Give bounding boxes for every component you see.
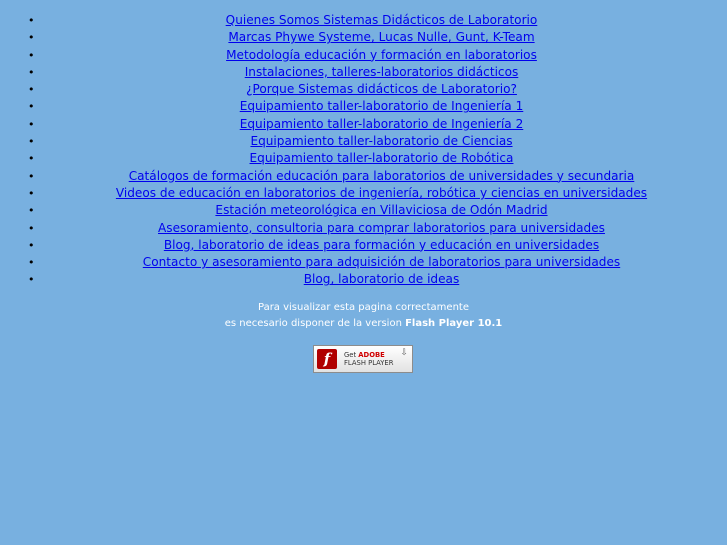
nav-link-estacion[interactable]: Estación meteorológica en Villaviciosa de Odón Madrid: [215, 203, 548, 218]
nav-item: [0, 12, 727, 29]
nav-item: [0, 47, 727, 64]
nav-link-marcas[interactable]: Marcas Phywe Systeme, Lucas Nulle, Gunt, K-Team: [228, 30, 535, 45]
nav-link-asesoramiento[interactable]: Asesoramiento, consultoria para comprar laboratorios para universidades: [158, 220, 605, 235]
nav-link-porque[interactable]: ¿Porque Sistemas didácticos de Laboratorio?: [246, 82, 517, 97]
nav-link-robotica[interactable]: Equipamiento taller-laboratorio de Robótica: [249, 151, 514, 166]
flash-notice-line2: [0, 316, 727, 332]
nav-item: [0, 150, 727, 167]
flash-badge-bottom-text: [344, 359, 393, 367]
nav-item: [0, 98, 727, 115]
bullet-icon: •: [28, 65, 35, 79]
bullet-icon: •: [28, 221, 35, 235]
nav-item: [0, 29, 727, 46]
flash-logo-icon: f: [317, 349, 337, 369]
nav-link-videos[interactable]: Videos de educación en laboratorios de ingeniería, robótica y ciencias en universidades: [115, 185, 648, 200]
nav-item: [0, 237, 727, 254]
nav-link-ingenieria-1[interactable]: Equipamiento taller-laboratorio de Ingeniería 1: [239, 99, 524, 114]
nav-item: [0, 254, 727, 271]
flash-notice: [0, 300, 727, 332]
nav-item: [0, 133, 727, 150]
nav-item: [0, 220, 727, 237]
flash-badge-adobe: ADOBE: [358, 351, 385, 359]
bullet-icon: •: [28, 204, 35, 218]
nav-link-blog[interactable]: Blog, laboratorio de ideas: [303, 272, 460, 287]
nav-item: [0, 185, 727, 202]
bullet-icon: •: [28, 238, 35, 252]
nav-item: [0, 202, 727, 219]
nav-link-ciencias[interactable]: Equipamiento taller-laboratorio de Ciencias: [250, 134, 513, 149]
bullet-icon: •: [28, 169, 35, 183]
nav-link-ingenieria-2[interactable]: Equipamiento taller-laboratorio de Ingeniería 2: [239, 116, 524, 131]
nav-link-quienes-somos[interactable]: Quienes Somos Sistemas Didácticos de Laboratorio: [225, 13, 538, 27]
nav-link-contacto[interactable]: Contacto y asesoramiento para adquisición de laboratorios para universidades: [142, 255, 621, 270]
nav-item: [0, 81, 727, 98]
bullet-icon: •: [28, 152, 35, 166]
nav-list: [0, 12, 727, 289]
flash-badge-product: FLASH: [344, 359, 366, 367]
bullet-icon: •: [28, 31, 35, 45]
flash-badge-player: PLAYER: [368, 359, 394, 367]
bullet-icon: •: [28, 135, 35, 149]
nav-item: [0, 64, 727, 81]
flash-badge-top-text: [344, 351, 385, 359]
get-flash-player-button[interactable]: [313, 345, 413, 373]
flash-badge-get: Get: [344, 351, 357, 359]
bullet-icon: •: [28, 100, 35, 114]
flash-notice-text: es necesario disponer de la version: [224, 318, 406, 329]
flash-notice-line1: Para visualizar esta pagina correctamente: [257, 302, 469, 313]
bullet-icon: •: [28, 117, 35, 131]
bullet-icon: •: [28, 186, 35, 200]
nav-item: [0, 116, 727, 133]
bullet-icon: •: [28, 48, 35, 62]
bullet-icon: •: [28, 273, 35, 287]
flash-version: Flash Player 10.1: [405, 318, 503, 329]
nav-link-blog-universidades[interactable]: Blog, laboratorio de ideas para formación y educación en universidades: [163, 237, 600, 252]
nav-link-metodologia[interactable]: Metodología educación y formación en laboratorios: [226, 47, 537, 62]
download-arrow-icon: ⇩: [400, 348, 408, 358]
bullet-icon: •: [28, 83, 35, 97]
nav-link-instalaciones[interactable]: Instalaciones, talleres-laboratorios didácticos: [244, 64, 519, 79]
bullet-icon: •: [28, 256, 35, 270]
nav-item: [0, 271, 727, 288]
nav-item: [0, 168, 727, 185]
bullet-icon: •: [28, 14, 35, 27]
nav-link-catalogos[interactable]: Catálogos de formación educación para laboratorios de universidades y secundaria: [128, 168, 635, 183]
